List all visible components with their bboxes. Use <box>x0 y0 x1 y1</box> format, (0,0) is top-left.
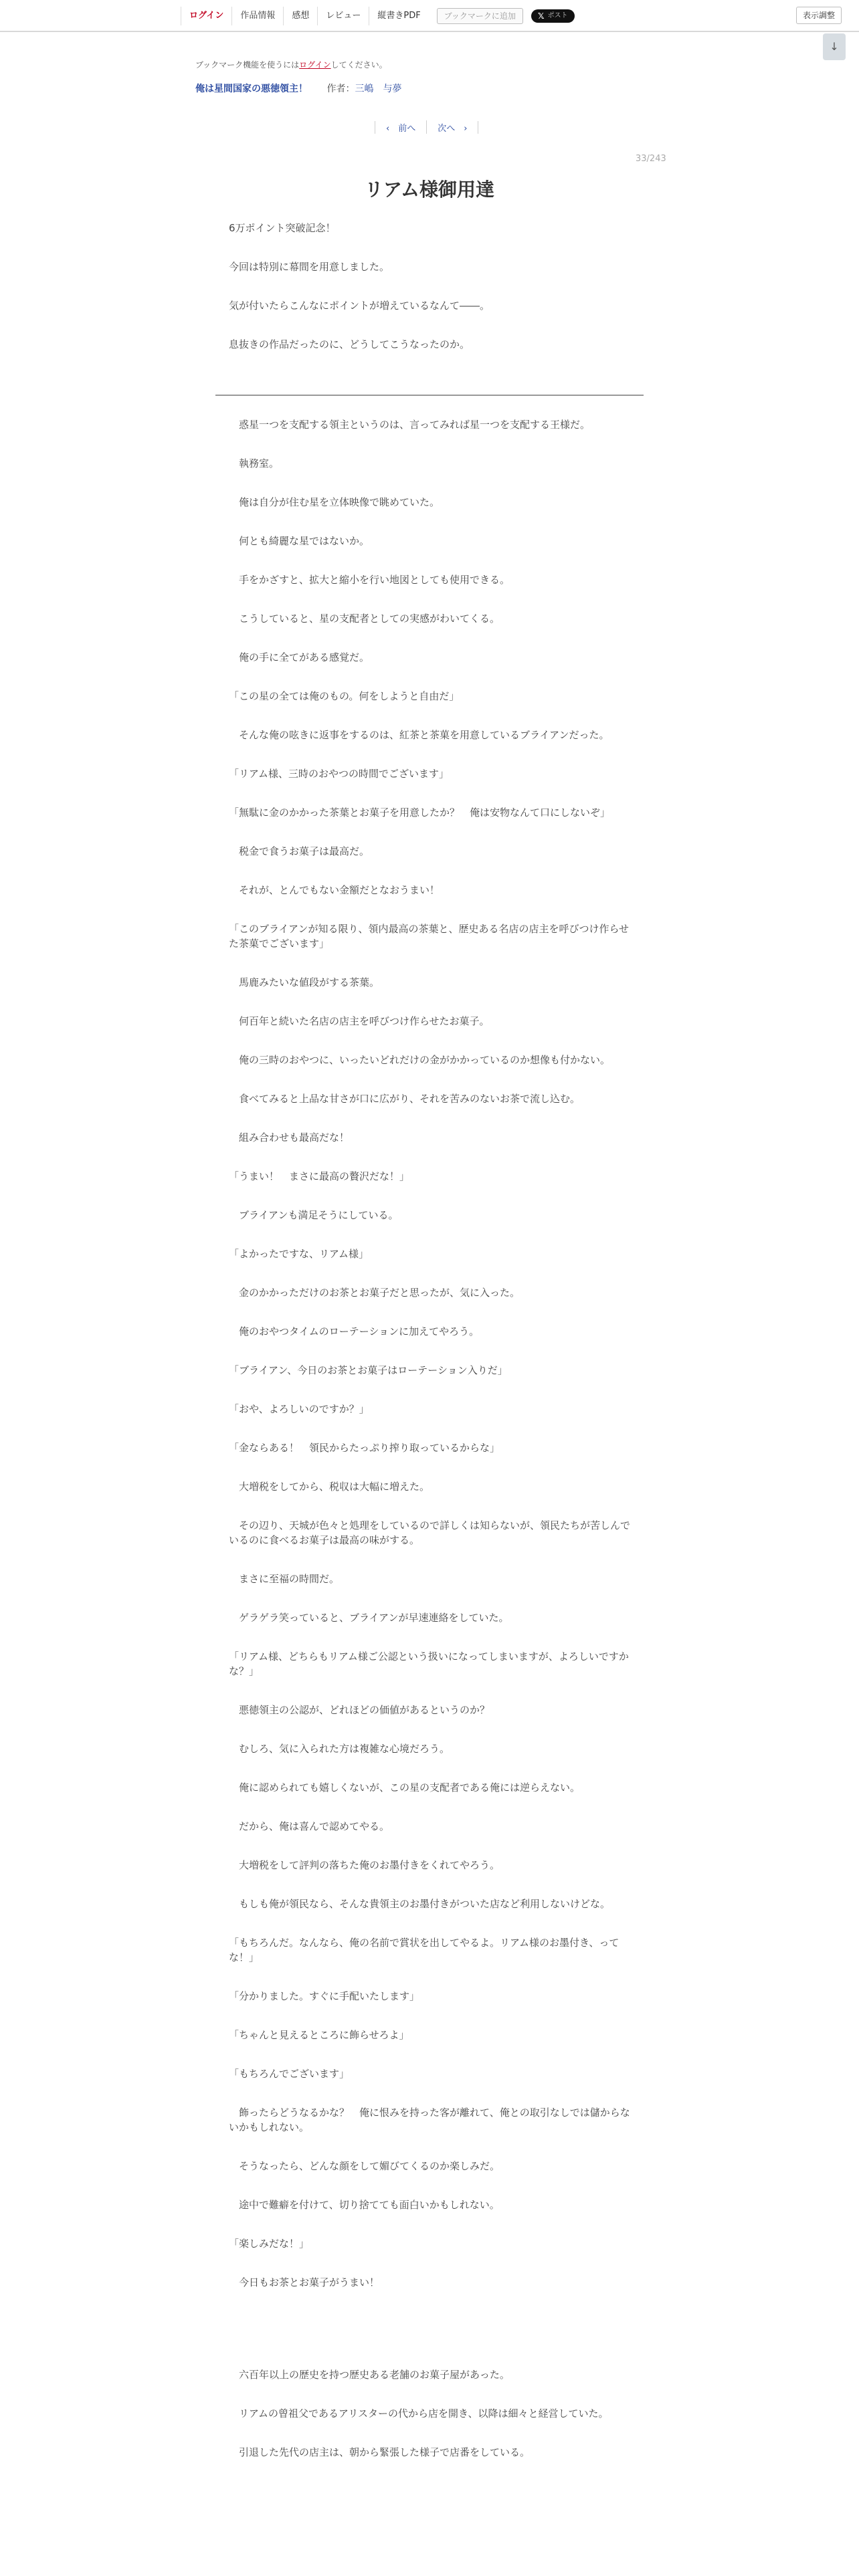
body-paragraph: 途中で難癖を付けて、切り捨てても面白いかもしれない。 <box>229 2199 500 2211</box>
work-info-link[interactable]: 作品情報 <box>231 7 283 25</box>
body-paragraph: 今日もお茶とお菓子がうまい！ <box>229 2276 380 2288</box>
next-episode-link[interactable]: 次へ › <box>438 123 468 134</box>
bookmark-notice-login-link[interactable]: ログイン <box>299 60 331 70</box>
body-paragraph: ゲラゲラ笑っていると、ブライアンが早速連絡をしていた。 <box>229 1612 509 1624</box>
body-paragraph: 悪徳領主の公認が、どれほどの価値があるというのか？ <box>229 1704 490 1716</box>
body-paragraph: 俺の手に全てがある感覚だ。 <box>229 651 370 663</box>
chapter-title: リアム様御用達 <box>364 179 495 201</box>
review-link[interactable]: レビュー <box>317 7 369 25</box>
bookmark-notice-prefix: ブックマーク機能を使うには <box>195 60 300 70</box>
body-paragraph: 「リアム様、三時のおやつの時間でございます」 <box>229 768 449 780</box>
chapter-body <box>229 417 630 2484</box>
body-paragraph: 「この星の全ては俺のもの。何をしようと自由だ」 <box>229 690 460 702</box>
body-paragraph: むしろ、気に入られた方は複雑な心境だろう。 <box>229 1743 450 1755</box>
body-paragraph: 「よかったですな、リアム様」 <box>229 1248 369 1260</box>
body-paragraph: 俺の三時のおやつに、いったいどれだけの金がかかっているのか想像も付かない。 <box>229 1054 611 1066</box>
top-nav <box>181 7 575 25</box>
body-paragraph: 俺に認められても嬉しくないが、この星の支配者である俺には逆らえない。 <box>229 1782 581 1794</box>
preface-paragraph: 今回は特別に幕間を用意しました。 <box>229 261 390 273</box>
x-logo-icon: 𝕏 <box>537 11 545 21</box>
author-label: 作者： <box>326 84 355 94</box>
body-paragraph: 何百年と続いた名店の店主を呼びつけ作らせたお菓子。 <box>229 1015 490 1027</box>
preface <box>229 221 630 376</box>
body-paragraph: まさに至福の時間だ。 <box>229 1573 340 1585</box>
body-paragraph: もしも俺が領民なら、そんな貴領主のお墨付きがついた店など利用しないけどな。 <box>229 1898 611 1910</box>
body-paragraph: 「おや、よろしいのですか？」 <box>229 1403 369 1415</box>
body-paragraph: 執務室。 <box>229 457 280 469</box>
prev-episode-link[interactable]: ‹ 前へ <box>386 123 416 134</box>
body-paragraph: 金のかかっただけのお茶とお菓子だと思ったが、気に入った。 <box>229 1287 520 1299</box>
body-paragraph: だから、俺は喜んで認めてやる。 <box>229 1820 390 1832</box>
body-paragraph: 俺のおやつタイムのローテーションに加えてやろう。 <box>229 1325 480 1337</box>
body-paragraph: その辺り、天城が色々と処理をしているので詳しくは知らないが、領民たちが苦しんでいるのに食べるお菓子は最高の味がする。 <box>229 1519 631 1546</box>
bookmark-notice-suffix: してください。 <box>330 60 387 70</box>
body-paragraph: 「ブライアン、今日のお茶とお菓子はローテーション入りだ」 <box>229 1364 508 1376</box>
body-paragraph: 何とも綺麗な星ではないか。 <box>229 535 370 547</box>
body-paragraph: 「もちろんだ。なんなら、俺の名前で賞状を出してやるよ。リアム様のお墨付き、ってな！」 <box>229 1937 619 1963</box>
preface-paragraph: 息抜きの作品だったのに、どうしてこうなったのか。 <box>229 338 470 350</box>
body-paragraph: それが、とんでもない金額だとなおうまい！ <box>229 884 440 896</box>
author-name-link[interactable]: 三嶋 与夢 <box>355 84 402 94</box>
preface-paragraph: 6万ポイント突破記念！ <box>229 222 336 234</box>
body-paragraph: 馬鹿みたいな値段がする茶葉。 <box>229 976 380 988</box>
body-paragraph: 「ちゃんと見えるところに飾らせろよ」 <box>229 2029 409 2041</box>
impressions-link[interactable]: 感想 <box>283 7 317 25</box>
body-paragraph: 大増税をして評判の落ちた俺のお墨付きをくれてやろう。 <box>229 1859 500 1871</box>
body-paragraph: そうなったら、どんな顔をして媚びてくるのか楽しみだ。 <box>229 2160 500 2172</box>
episode-pager <box>375 120 478 134</box>
scene-break <box>229 2314 630 2367</box>
body-paragraph: 「リアム様、どちらもリアム様ご公認という扱いになってしまいますが、よろしいですかな？」 <box>229 1650 629 1677</box>
top-bar <box>0 0 859 32</box>
body-paragraph: 「楽しみだな！」 <box>229 2238 310 2250</box>
body-paragraph: ブライアンも満足そうにしている。 <box>229 1209 399 1221</box>
novel-info-line <box>195 82 401 95</box>
body-paragraph: 税金で食うお菓子は最高だ。 <box>229 845 370 857</box>
body-paragraph: 六百年以上の歴史を持つ歴史ある老舗のお菓子屋があった。 <box>229 2369 510 2381</box>
display-settings-button[interactable]: 表示調整 <box>796 7 842 24</box>
body-paragraph: リアムの曾祖父であるアリスターの代から店を開き、以降は細々と経営していた。 <box>229 2407 609 2420</box>
body-paragraph: 引退した先代の店主は、朝から緊張した様子で店番をしている。 <box>229 2446 531 2458</box>
body-paragraph: 惑星一つを支配する領主というのは、言ってみれば星一つを支配する王様だ。 <box>229 419 591 431</box>
vertical-pdf-link[interactable]: 縦書きPDF <box>369 7 428 25</box>
body-paragraph: 「金ならある！ 領民からたっぷり搾り取っているからな」 <box>229 1442 500 1454</box>
body-paragraph: 飾ったらどうなるかな？ 俺に恨みを持った客が離れて、俺との取引なしでは儲からないかもしれない。 <box>229 2107 630 2133</box>
body-paragraph: 俺は自分が住む星を立体映像で眺めていた。 <box>229 496 440 508</box>
body-paragraph: 「このブライアンが知る限り、領内最高の茶葉と、歴史ある名店の店主を呼びつけ作らせた茶菓でございます」 <box>229 923 630 950</box>
novel-title-link[interactable]: 俺は星間国家の悪徳領主！ <box>195 84 308 94</box>
preface-paragraph: 気が付いたらこんなにポイントが増えているなんて――。 <box>229 300 490 312</box>
x-post-label: ポスト <box>547 12 568 19</box>
preface-divider <box>215 395 644 396</box>
scroll-down-button[interactable] <box>823 33 846 60</box>
x-post-button[interactable] <box>531 9 575 23</box>
body-paragraph: 「無駄に金のかかった茶葉とお菓子を用意したか？ 俺は安物なんて口にしないぞ」 <box>229 807 611 819</box>
body-paragraph: 「うまい！ まさに最高の贅沢だな！」 <box>229 1170 410 1182</box>
bookmark-notice <box>195 59 387 70</box>
body-paragraph: こうしていると、星の支配者としての実感がわいてくる。 <box>229 613 500 625</box>
episode-counter: 33/243 <box>636 154 666 164</box>
body-paragraph: 組み合わせも最高だな！ <box>229 1132 350 1144</box>
body-paragraph: 大増税をしてから、税収は大幅に増えた。 <box>229 1481 430 1493</box>
arrow-down-icon: ↓ <box>830 40 839 53</box>
body-paragraph: 「分かりました。すぐに手配いたします」 <box>229 1990 420 2002</box>
body-paragraph: そんな俺の呟きに返事をするのは、紅茶と茶菓を用意しているブライアンだった。 <box>229 729 609 741</box>
body-paragraph: 「もちろんでございます」 <box>229 2068 350 2080</box>
add-bookmark-button[interactable]: ブックマークに追加 <box>437 8 523 24</box>
body-paragraph: 手をかざすと、拡大と縮小を行い地図としても使用できる。 <box>229 574 510 586</box>
body-paragraph: 食べてみると上品な甘さが口に広がり、それを苦みのないお茶で流し込む。 <box>229 1093 581 1105</box>
login-link[interactable]: ログイン <box>181 7 231 25</box>
